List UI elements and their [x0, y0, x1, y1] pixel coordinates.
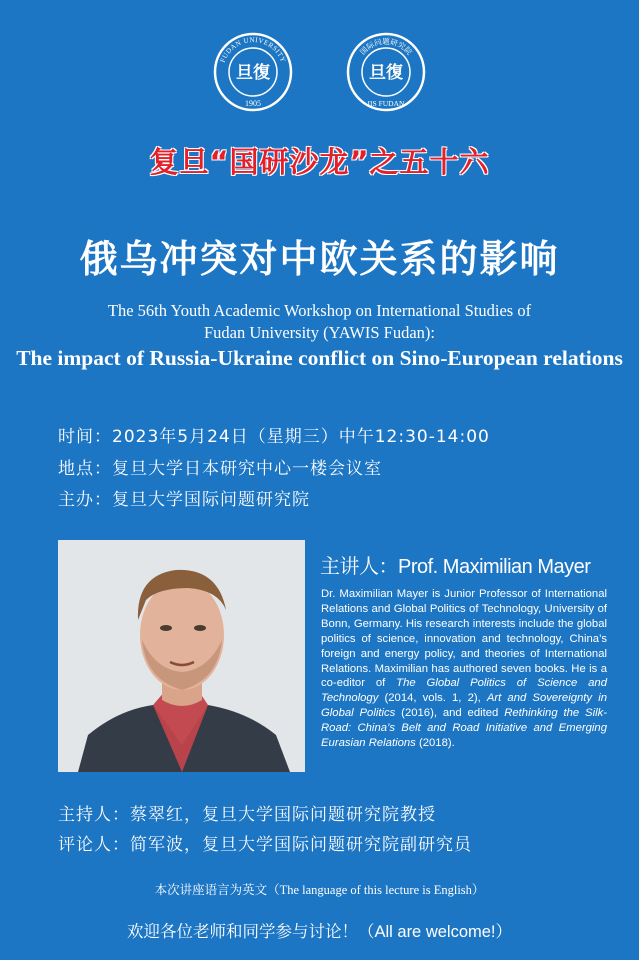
lecture-title-chinese: 俄乌冲突对中欧关系的影响 — [79, 237, 560, 281]
svg-text:1905: 1905 — [245, 99, 261, 108]
language-note: 本次讲座语言为英文（The language of this lecture is English） — [154, 883, 485, 897]
svg-text:旦復: 旦復 — [369, 63, 403, 83]
logo-row — [0, 32, 639, 116]
bio-book-2: Art and Sovereignty in Global Politics — [321, 692, 607, 720]
svg-text:国际问题研究院: 国际问题研究院 — [358, 37, 414, 57]
series-title: 复旦“国研沙龙”之五十六 — [149, 145, 490, 179]
event-time: 时间：2023年5月24日（星期三）中午12:30-14:00 — [58, 427, 490, 447]
fudan-university-logo — [213, 32, 293, 112]
welcome-end: ） — [495, 922, 513, 941]
bio-part-1: Dr. Maximilian Mayer is Junior Professor of International Relations and Global Politics of Technology, University of Bonn, Germany. His research interests include the global politics of science, innovation and technology, China’s foreign and energy policy, and theories of International Relations. Maximilian has authored seven books. He is a co-editor of — [321, 588, 607, 690]
event-place: 地点：复旦大学日本研究中心一楼会议室 — [58, 459, 382, 479]
welcome-chinese: 欢迎各位老师和同学参与讨论！（ — [126, 922, 375, 941]
subtitle-line-2: Fudan University (YAWIS Fudan): — [203, 323, 436, 342]
speaker-name: Prof. Maximilian Mayer — [398, 556, 591, 578]
event-organizer: 主办：复旦大学国际问题研究院 — [58, 490, 310, 510]
speaker-heading — [320, 550, 590, 579]
bio-book-1: The Global Politics of Science and Technology — [321, 677, 608, 705]
welcome-english: All are welcome! — [374, 923, 496, 941]
moderator-line: 主持人：蔡翠红，复旦大学国际问题研究院教授 — [58, 805, 436, 825]
bio-part-3: (2016), and edited — [395, 707, 505, 720]
workshop-subtitle-english — [0, 300, 639, 344]
speaker-portrait-illustration — [58, 540, 305, 772]
lecture-title-english: The impact of Russia-Ukraine conflict on Sino-European relations — [16, 346, 623, 370]
speaker-bio — [321, 587, 607, 751]
bio-book-3: Rethinking the Silk-Road: China’s Belt and Road Initiative and Emerging Eurasian Relations — [321, 707, 608, 750]
subtitle-line-1: The 56th Youth Academic Workshop on International Studies of — [107, 301, 532, 320]
speaker-photo — [58, 540, 305, 772]
bio-part-2: (2014, vols. 1, 2), — [378, 692, 487, 705]
speaker-section — [58, 540, 608, 772]
svg-text:IIS FUDAN: IIS FUDAN — [367, 99, 405, 108]
discussant-line: 评论人：简军波，复旦大学国际问题研究院副研究员 — [58, 835, 472, 855]
welcome-line — [0, 918, 639, 942]
svg-text:旦復: 旦復 — [236, 63, 270, 83]
iis-fudan-logo — [346, 32, 426, 112]
bio-part-4: (2018). — [415, 737, 455, 750]
svg-text:FUDAN UNIVERSITY: FUDAN UNIVERSITY — [218, 35, 288, 64]
speaker-label: 主讲人： — [320, 554, 398, 578]
